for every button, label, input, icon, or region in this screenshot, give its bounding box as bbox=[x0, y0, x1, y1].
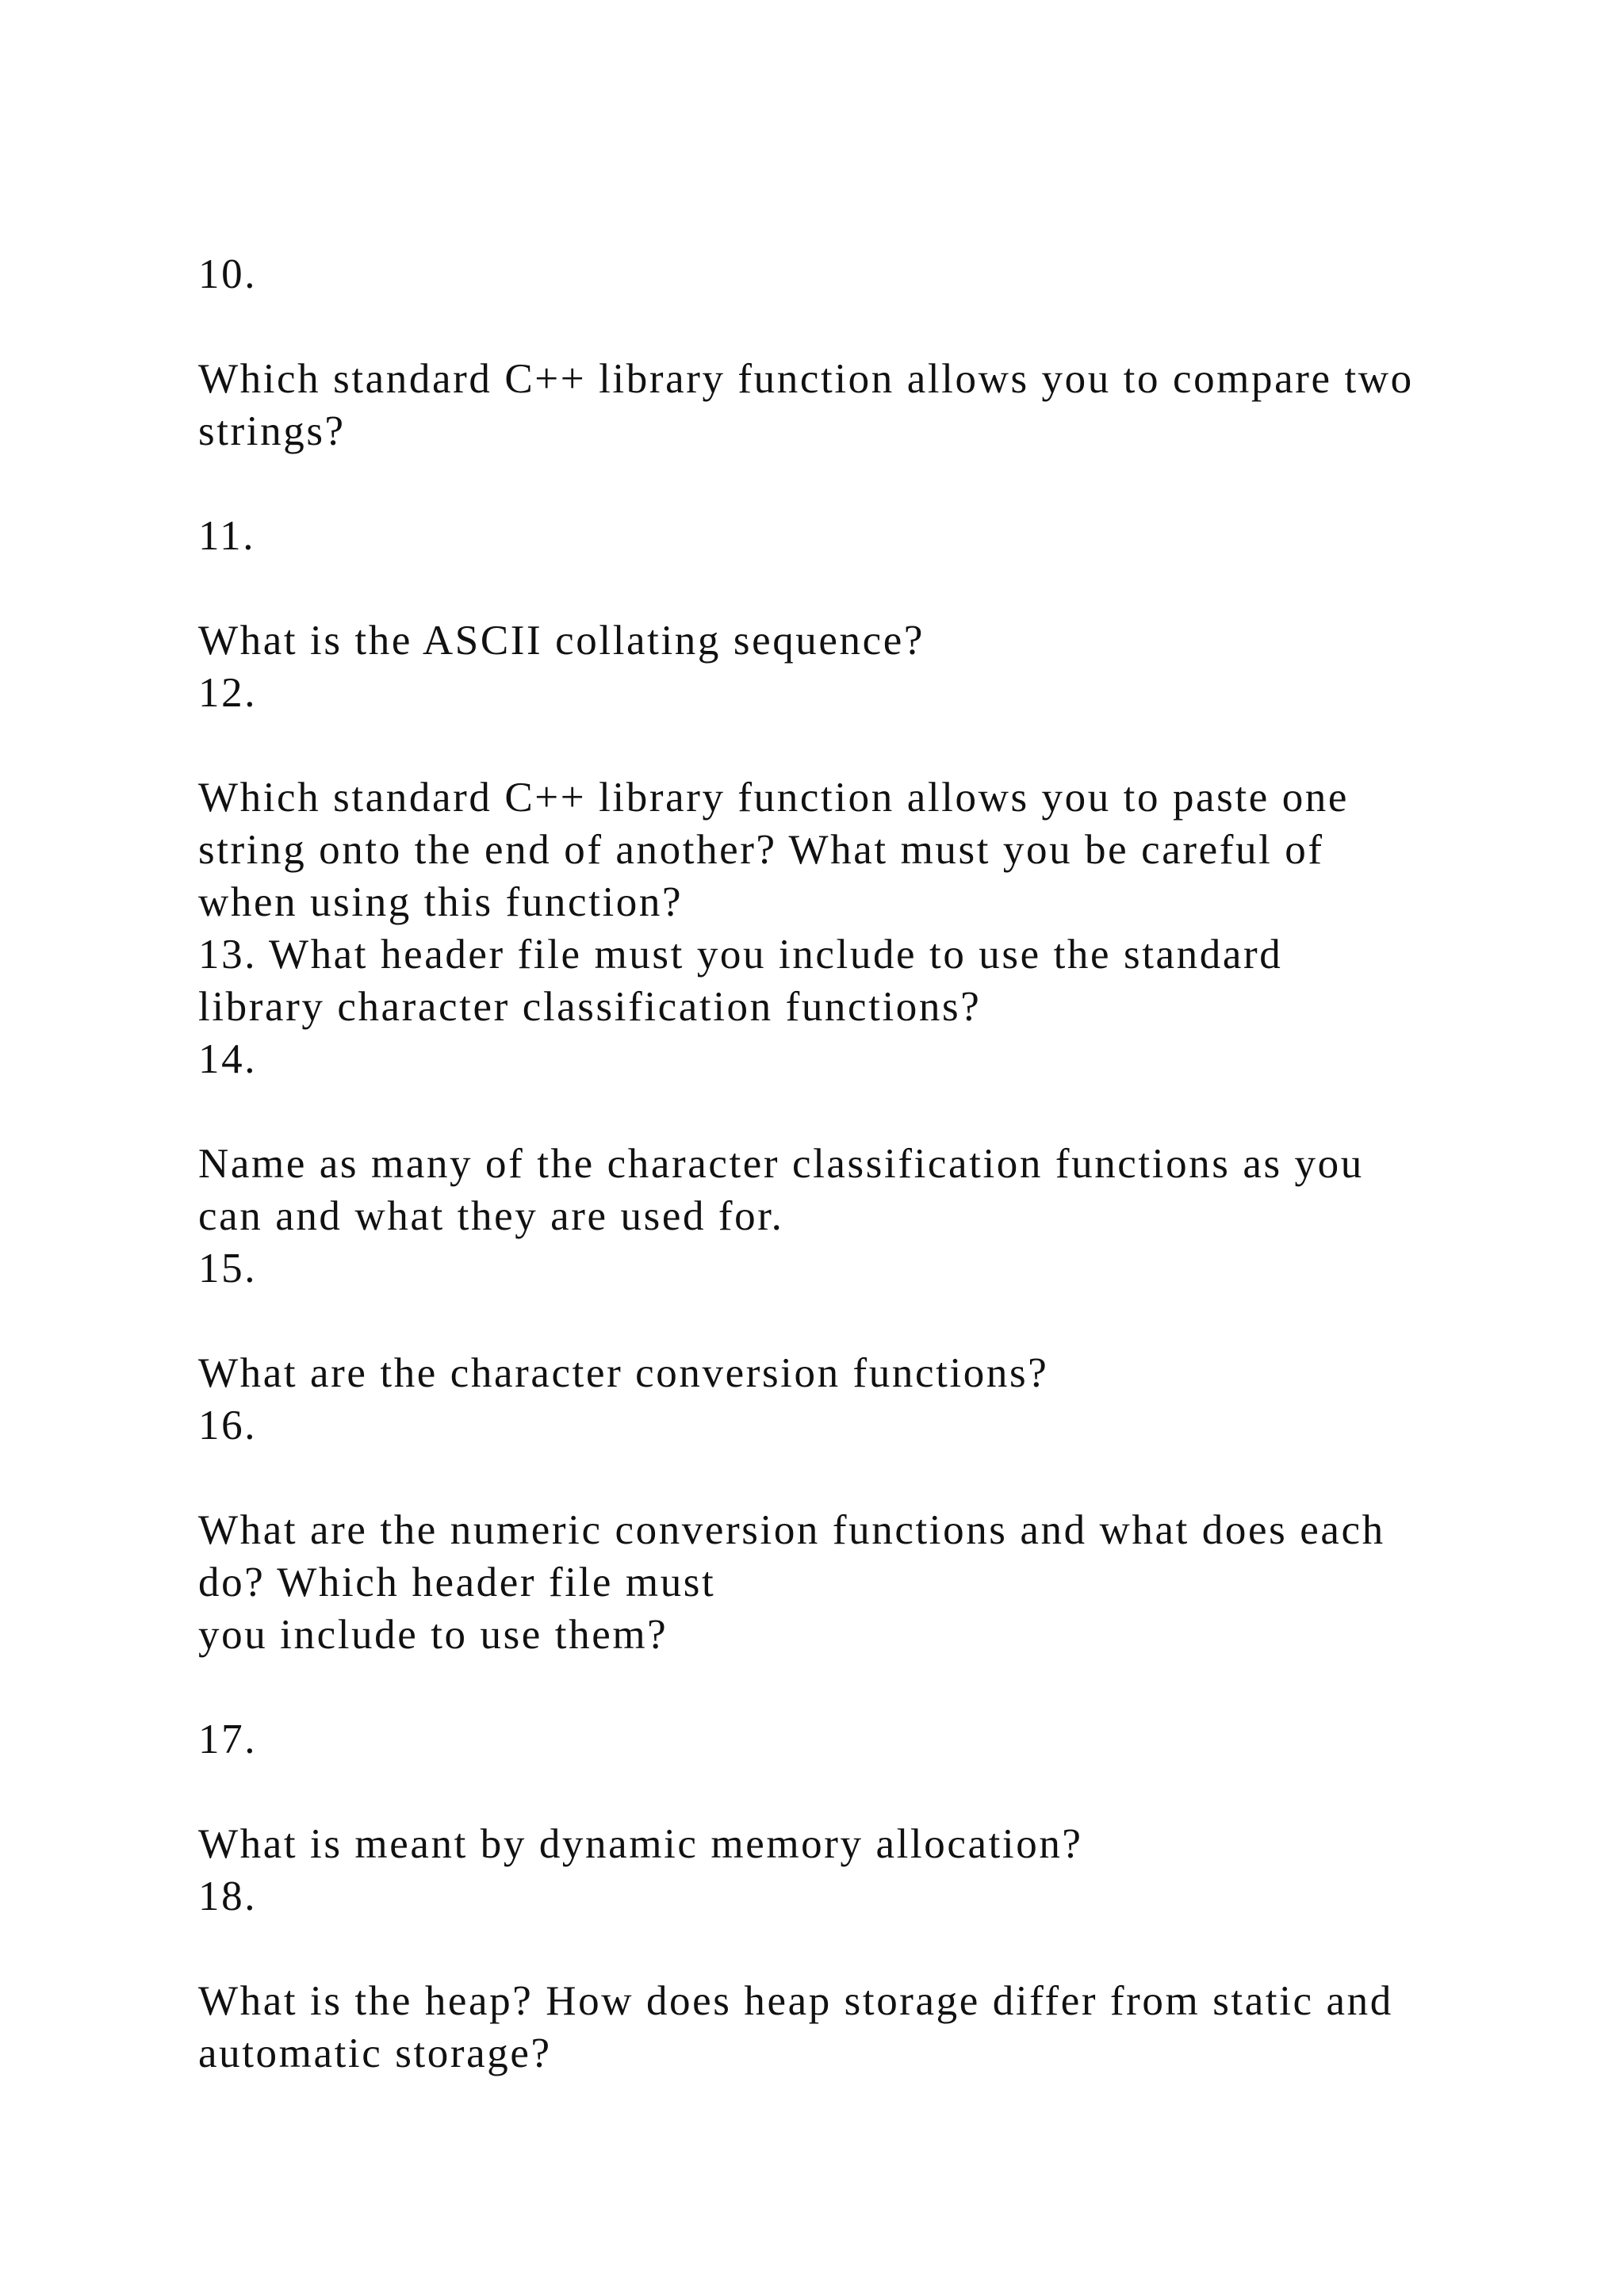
question-14-text-line-2: can and what they are used for. bbox=[198, 1193, 784, 1239]
question-16-text-line-3: you include to use them? bbox=[198, 1612, 668, 1658]
question-number-10: 10. bbox=[198, 251, 258, 297]
question-number-11: 11. bbox=[198, 513, 256, 559]
question-14-text-line-1: Name as many of the character classification functions as you bbox=[198, 1141, 1364, 1187]
question-12-text-line-1: Which standard C++ library function allows you to paste one bbox=[198, 775, 1350, 821]
question-17-text-line-1: What is meant by dynamic memory allocation? bbox=[198, 1821, 1083, 1867]
question-16-text-line-2: do? Which header file must bbox=[198, 1559, 716, 1605]
question-16-text-line-1: What are the numeric conversion functions and what does each bbox=[198, 1507, 1385, 1553]
question-number-15: 15. bbox=[198, 1246, 258, 1292]
question-15-text-line-1: What are the character conversion functions? bbox=[198, 1350, 1049, 1396]
question-number-18: 18. bbox=[198, 1873, 258, 1919]
question-13-text-line-1: 13. What header file must you include to use the standard bbox=[198, 932, 1283, 978]
question-10-text-line-1: Which standard C++ library function allows you to compare two bbox=[198, 356, 1414, 402]
question-10-text-line-2: strings? bbox=[198, 408, 346, 454]
question-18-text-line-1: What is the heap? How does heap storage differ from static and bbox=[198, 1978, 1393, 2024]
question-12-text-line-2: string onto the end of another? What must you be careful of bbox=[198, 827, 1324, 873]
question-11-text-line-1: What is the ASCII collating sequence? bbox=[198, 618, 925, 664]
question-number-14: 14. bbox=[198, 1036, 258, 1082]
question-13-text-line-2: library character classification functions? bbox=[198, 984, 982, 1030]
question-12-text-line-3: when using this function? bbox=[198, 879, 684, 925]
question-18-text-line-2: automatic storage? bbox=[198, 2030, 552, 2076]
question-number-17: 17. bbox=[198, 1716, 258, 1762]
question-number-16: 16. bbox=[198, 1402, 258, 1448]
question-number-12: 12. bbox=[198, 670, 258, 716]
